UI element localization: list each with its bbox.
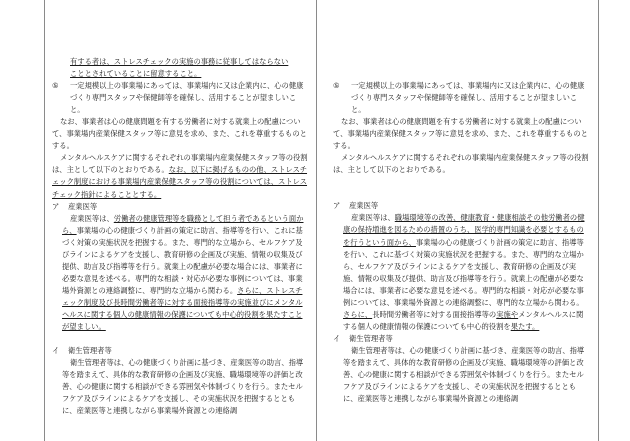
- item-5-marker: ⑤: [333, 81, 340, 90]
- left-section-a-body-2: 労働者の健康管理等を職務として担う者であるという面から、: [62, 213, 304, 235]
- right-section-a-body-6: 実施や: [496, 309, 519, 319]
- right-section-a-body: [333, 212, 589, 332]
- left-column: [52, 56, 308, 417]
- section-a-title: 産業医等: [68, 201, 98, 211]
- section-i-marker: イ: [333, 333, 341, 343]
- right-section-a-body-5: 長時間労働者等に対する面接指導等の: [372, 309, 497, 319]
- left-top-line-2: こととされていることに留意すること。: [70, 69, 202, 79]
- section-a-marker: ア: [333, 201, 341, 211]
- right-section-i-body: 衛生管理者等は、心の健康づくり計画に基づき、産業医等の助言、指導等を踏まえて、具体的な教育研修の企画及び実施、職場環境等の評価と改善、心の健康に関する相談ができる雰囲気や体制づくりを行う。またセルフケア及びラインによるケアを支援し、その実施状況を把握するとともに、産業医等と連携しながら事業場外資源との連絡調: [343, 345, 585, 404]
- left-para-2-b: なお、以下に掲げるものの他、ストレスチェック制度における事業場内産業保健スタッフ等の役割については、ストレスチェック指針によることとする。: [52, 165, 308, 199]
- left-section-a-body-3: 事業場の心の健康づくり計画の策定に助言、指導等を行い、これに基づく対策の実施状況を把握する。また、専門的な立場から、セルフケア及びラインによるケアを支援し、教育研修の企画及び実施、情報の収集及び提供、助言及び指導等を行う。就業上の配慮が必要な場合には、事業者に必要な意見を述べる。専門的な相談・対応が必要な事例については、事業場外資源との連絡調整に、専門的な立場から関わる。: [62, 225, 303, 295]
- item-5-marker: ⑤: [52, 81, 59, 91]
- right-section-a-body-7: メンタルヘルスに関する個人の健康情報の保護についても中心的役割を: [343, 309, 584, 331]
- left-section-a-body: [52, 213, 308, 333]
- item-5-text: 一定規模以上の事業場にあっては、事業場内に又は企業内に、心の健康づくり専門スタッフや保健師等を確保し、活用することが望ましいこと。: [351, 81, 585, 115]
- left-item-5: [52, 80, 308, 116]
- right-para-1: なお、事業者は心の健康問題を有する労働者に対する就業上の配慮について、事業場内産業保健スタッフ等に意見を求め、また、これを尊重するものとする。: [333, 117, 588, 151]
- center-divider-line: [316, 0, 317, 441]
- right-column: [333, 80, 589, 405]
- left-section-a-body-4: さらに、ストレスチェック制度及び長時間労働者等に対する面接指導等の実施並びにメンタルヘルスに関する個人の健康情報の保護についても中心的役割を果たすことが望ましい。: [62, 285, 303, 332]
- right-section-a-body-1: 産業医等は、: [351, 213, 395, 223]
- left-section-a-body-1: 産業医等は、: [70, 213, 114, 223]
- section-i-marker: イ: [52, 346, 60, 356]
- right-section-a-body-4: さらに、: [343, 309, 373, 319]
- left-section-i-body: 衛生管理者等は、心の健康づくり計画に基づき、産業医等の助言、指導等を踏まえて、具体的な教育研修の企画及び実施、職場環境等の評価と改善、心の健康に関する相談ができる雰囲気や体制づくりを行う。またセルフケア及びラインによるケアを支援し、その実施状況を把握するとともに、産業医等と連携しながら事業場外資源との連絡調: [62, 358, 304, 416]
- right-para-2: メンタルヘルスケアに関するそれぞれの事業場内産業保健スタッフ等の役割は、主として以下のとおりである。: [333, 153, 589, 175]
- left-border-line: [44, 0, 45, 441]
- right-section-a-body-3: 事業場の心の健康づくり計画の策定に助言、指導等を行い、これに基づく対策の実施状況を把握する。また、専門的な立場から、セルフケア及びラインによるケアを支援し、教育研修の企画及び実施、情報の収集及び提供、助言及び指導等を行う。就業上の配慮が必要な場合には、事業者に必要な意見を述べる。専門的な相談・対応が必要な事例については、事業場外資源との連絡調整に、専門的な立場から関わる。: [343, 237, 584, 307]
- right-item-5: [333, 80, 589, 116]
- section-a-title: 産業医等: [349, 201, 379, 211]
- left-para-1: なお、事業者は心の健康問題を有する労働者に対する就業上の配慮について、事業場内産業保健スタッフ等に意見を求め、また、これを尊重するものとする。: [52, 117, 307, 151]
- item-5-text: 一定規模以上の事業場にあっては、事業場内に又は企業内に、心の健康づくり専門スタッフや保健師等を確保し、活用することが望ましいこと。: [70, 81, 304, 115]
- left-para-2-a: メンタルヘルスケアに関するそれぞれの事業場内産業保健スタッフ等の役割は、主として以下のとおりである。: [52, 153, 308, 175]
- right-border-line: [598, 0, 599, 441]
- left-section-a-heading: [52, 201, 308, 213]
- right-section-a-body-8: 果たす。: [510, 321, 540, 331]
- right-section-i-heading: [333, 333, 589, 345]
- right-section-a-body-2: 職場環境等の改善、健康教育・健康相談その他労働者の健康の保持増進を図るための措置のうち、医学的専門知識を必要とするものを行うという面から、: [343, 213, 585, 247]
- section-i-title: 衛生管理者等: [68, 346, 112, 356]
- section-a-marker: ア: [52, 201, 60, 211]
- left-section-i-heading: [52, 345, 308, 357]
- left-para-2: [52, 152, 308, 200]
- right-section-a-heading: [333, 200, 589, 212]
- left-top-line: 有する者は、ストレスチェックの実施の事務に従事してはならない: [70, 57, 289, 66]
- section-i-title: 衛生管理者等: [349, 333, 393, 343]
